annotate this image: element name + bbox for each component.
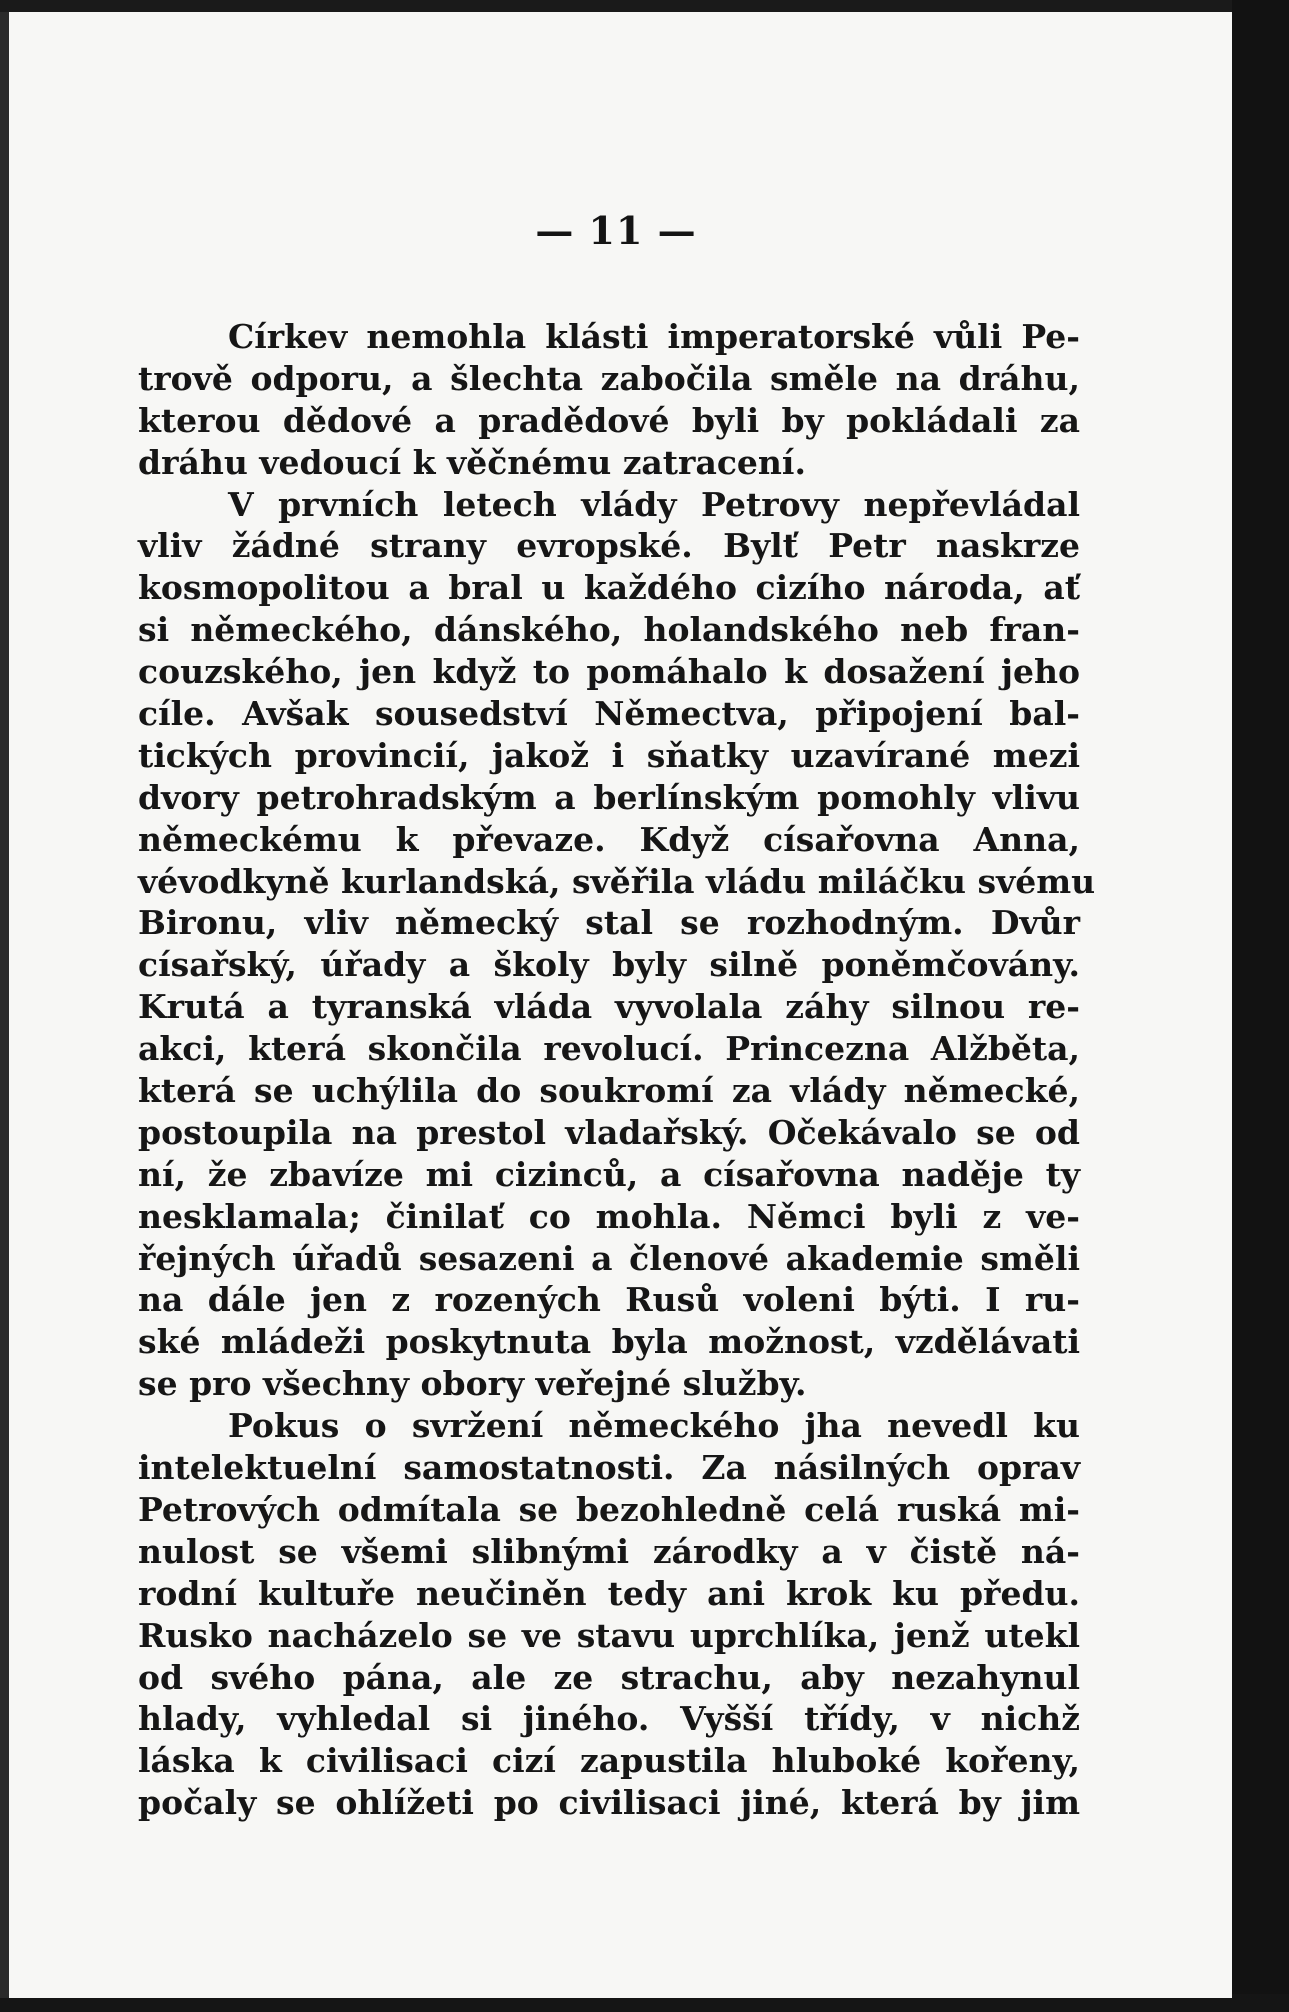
- book-page: [0, 12, 1232, 1998]
- text-line: Rusko nacházelo se ve stavu uprchlíka, jenž utekl: [138, 1615, 1080, 1655]
- text-line: německému k převaze. Když císařovna Anna,: [138, 819, 1080, 859]
- text-line: císařský, úřady a školy byly silně poněmčovány.: [138, 945, 1080, 985]
- page-number: — 11 —: [535, 208, 697, 253]
- text-line: láska k civilisaci cizí zapustila hluboké kořeny,: [138, 1741, 1080, 1781]
- text-line: Petrových odmítala se bezohledně celá ruská mi-: [138, 1489, 1080, 1529]
- text-line: si německého, dánského, holandského neb fran-: [138, 610, 1080, 650]
- text-line: nulost se všemi slibnými zárodky a v čistě ná-: [138, 1531, 1080, 1571]
- text-line: Krutá a tyranská vláda vyvolala záhy silnou re-: [138, 987, 1080, 1027]
- text-line: Církev nemohla klásti imperatorské vůli Pe-: [228, 317, 1080, 356]
- text-line: Bironu, vliv německý stal se rozhodným. Dvůr: [138, 903, 1080, 943]
- text-line: postoupila na prestol vladařský. Očekávalo se od: [138, 1112, 1080, 1152]
- text-line: nesklamala; činilať co mohla. Němci byli z ve-: [138, 1196, 1080, 1236]
- text-line: kterou dědové a pradědové byli by pokládali za: [138, 400, 1080, 440]
- body-text: [138, 316, 1096, 1824]
- text-line: která se uchýlila do soukromí za vlády německé,: [138, 1071, 1080, 1111]
- text-line: Pokus o svržení německého jha nevedl ku: [228, 1406, 1080, 1446]
- text-line: tických provincií, jakož i sňatky uzavírané mezi: [138, 735, 1080, 775]
- text-line: se pro všechny obory veřejné služby.: [138, 1364, 807, 1404]
- text-line: od svého pána, ale ze strachu, aby nezahynul: [138, 1657, 1080, 1697]
- text-line: rodní kultuře neučiněn tedy ani krok ku předu.: [138, 1573, 1080, 1613]
- text-line: cíle. Avšak sousedství Němectva, připojení bal-: [138, 694, 1080, 734]
- text-line: ní, že zbavíze mi cizinců, a císařovna naděje ty: [138, 1154, 1080, 1194]
- text-line: V prvních letech vlády Petrovy nepřevládal: [228, 484, 1080, 524]
- text-line: vliv žádné strany evropské. Bylť Petr naskrze: [138, 526, 1080, 566]
- text-line: kosmopolitou a bral u každého cizího národa, ať: [138, 568, 1080, 608]
- text-line: řejných úřadů sesazeni a členové akademie směli: [138, 1238, 1080, 1278]
- text-line: intelektuelní samostatnosti. Za násilných oprav: [138, 1448, 1080, 1488]
- scan-border-right: [1232, 0, 1289, 2012]
- text-line: dvory petrohradským a berlínským pomohly vlivu: [138, 777, 1080, 817]
- text-line: dráhu vedoucí k věčnému zatracení.: [138, 442, 806, 482]
- text-line: vévodkyně kurlandská, svěřila vládu miláčku svému: [138, 861, 1096, 901]
- text-line: na dále jen z rozených Rusů voleni býti. I ru-: [138, 1280, 1080, 1320]
- text-line: akci, která skončila revolucí. Princezna Alžběta,: [138, 1029, 1080, 1069]
- page-binding-edge: [0, 12, 9, 1998]
- text-line: couzského, jen když to pomáhalo k dosažení jeho: [138, 652, 1080, 692]
- text-line: počaly se ohlížeti po civilisaci jiné, která by jim: [138, 1783, 1080, 1823]
- text-line: hlady, vyhledal si jiného. Vyšší třídy, v nichž: [138, 1699, 1080, 1739]
- text-line: ské mládeži poskytnuta byla možnost, vzdělávati: [138, 1322, 1080, 1362]
- text-line: trově odporu, a šlechta zabočila směle na dráhu,: [138, 358, 1080, 398]
